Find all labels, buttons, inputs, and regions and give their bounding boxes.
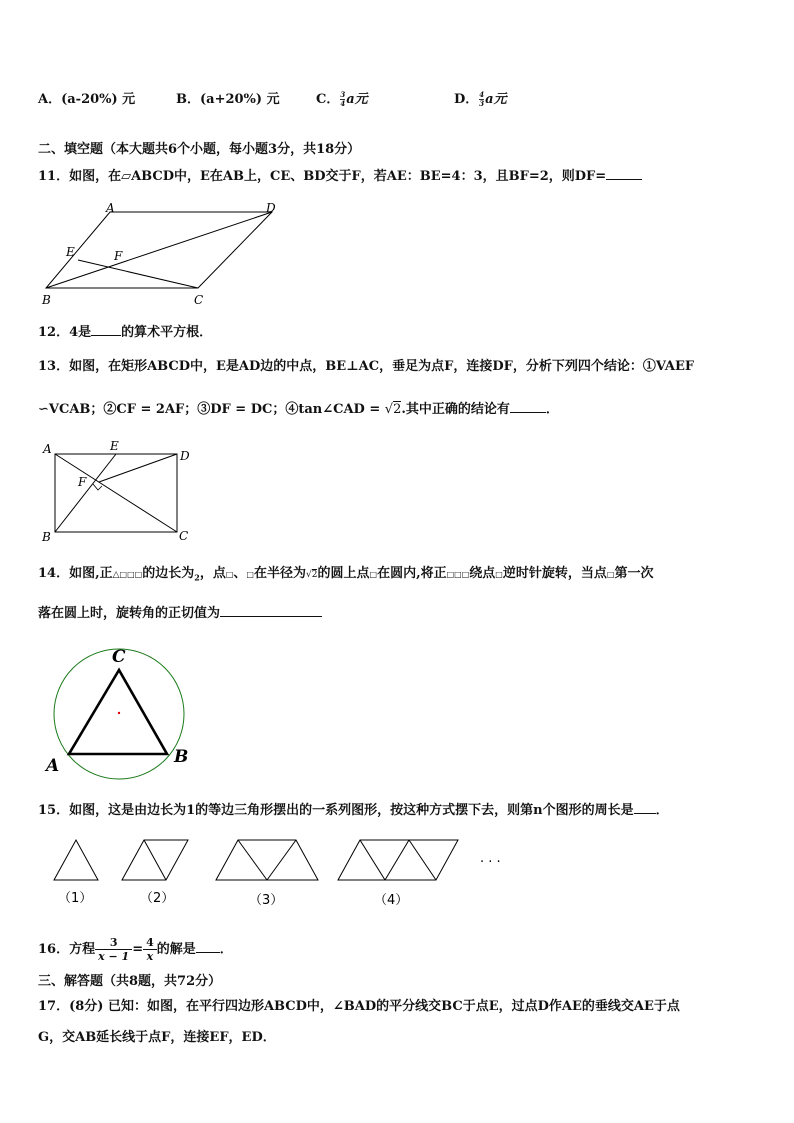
question-17-line-1: 17．(8分) 已知：如图，在平行四边形ABCD中，∠BAD的平分线交BC于点E，过点D作AE的垂线交AE于点	[38, 999, 680, 1014]
question-14-line-1: 14．如图,正△□□□的边长为$_2$，点□、□在半径为√2的圆上点□在圆内,将正□□□绕点□逆时针旋转，当点□第一次	[38, 566, 654, 583]
option-c: C． $\frac{3}{4}$ a元	[316, 90, 368, 108]
label-A: A	[43, 442, 52, 456]
question-16: 16．方程 $\frac{3}{x - 1}$ = $\frac{4}{x}$ 的解是 ．	[38, 936, 233, 963]
option-d: D． $\frac{4}{3}$ a元	[454, 90, 507, 108]
label-A: A	[46, 756, 60, 776]
caption-2: （2）	[140, 891, 175, 906]
label-C: C	[179, 529, 189, 543]
caption-4: （4）	[374, 893, 409, 908]
fraction-2: $\frac{4}{x}$	[143, 936, 157, 963]
ellipsis: · · ·	[480, 855, 501, 870]
question-11: 11．如图，在▱ABCD中，E在AB上，CE、BD交于F，若AE：BE=4：3，且BF=2，则DF=	[38, 167, 642, 186]
question-12: 12．4是 的算术平方根．	[38, 325, 213, 340]
label-C: C	[194, 293, 204, 307]
caption-3: （3）	[249, 893, 284, 908]
label-D: D	[266, 201, 276, 215]
label-E: E	[66, 245, 75, 259]
label-B: B	[42, 293, 51, 307]
figure-triangle-sequence	[50, 836, 520, 910]
question-15: 15．如图，这是由边长为1的等边三角形摆出的一系列图形，按这种方式摆下去，则第n个图形的周长是 ．	[38, 803, 669, 818]
option-b: B．(a+20%) 元	[176, 92, 280, 107]
section-title: 二、填空题（本大题共6个小题，每小题3分，共18分）	[38, 142, 361, 157]
figure-circle-triangle	[40, 640, 200, 780]
question-14-line-2: 落在圆上时，旋转角的正切值为	[38, 604, 322, 623]
question-13-line-1: 13．如图，在矩形ABCD中，E是AD边的中点，BE⊥AC，垂足为点F，连接DF，分析下列四个结论：①VAEF	[38, 359, 695, 374]
option-a: A．(a-20%) 元	[38, 92, 136, 107]
figure-rectangle	[38, 440, 208, 545]
fraction-1: $\frac{3}{x - 1}$	[95, 936, 132, 963]
figure-parallelogram	[38, 200, 288, 308]
section-title: 三、解答题（共8题，共72分）	[38, 974, 222, 989]
fraction: $\frac{4}{3}$	[479, 90, 485, 108]
question-13-line-2: ∽VCAB；②CF = 2AF；③DF = DC；④tan∠CAD = √2.其中正确的结论有 ．	[38, 402, 559, 417]
caption-1: （1）	[58, 891, 93, 906]
fraction: $\frac{3}{4}$	[340, 90, 346, 108]
label-E: E	[110, 439, 119, 453]
label-F: F	[114, 249, 123, 263]
question-17-line-2: G，交AB延长线于点F，连接EF，ED．	[38, 1030, 276, 1045]
label-B: B	[42, 530, 51, 544]
label-A: A	[106, 201, 115, 215]
label-C: C	[112, 647, 126, 667]
label-F: F	[78, 475, 87, 489]
label-B: B	[174, 747, 189, 767]
label-D: D	[180, 449, 190, 463]
